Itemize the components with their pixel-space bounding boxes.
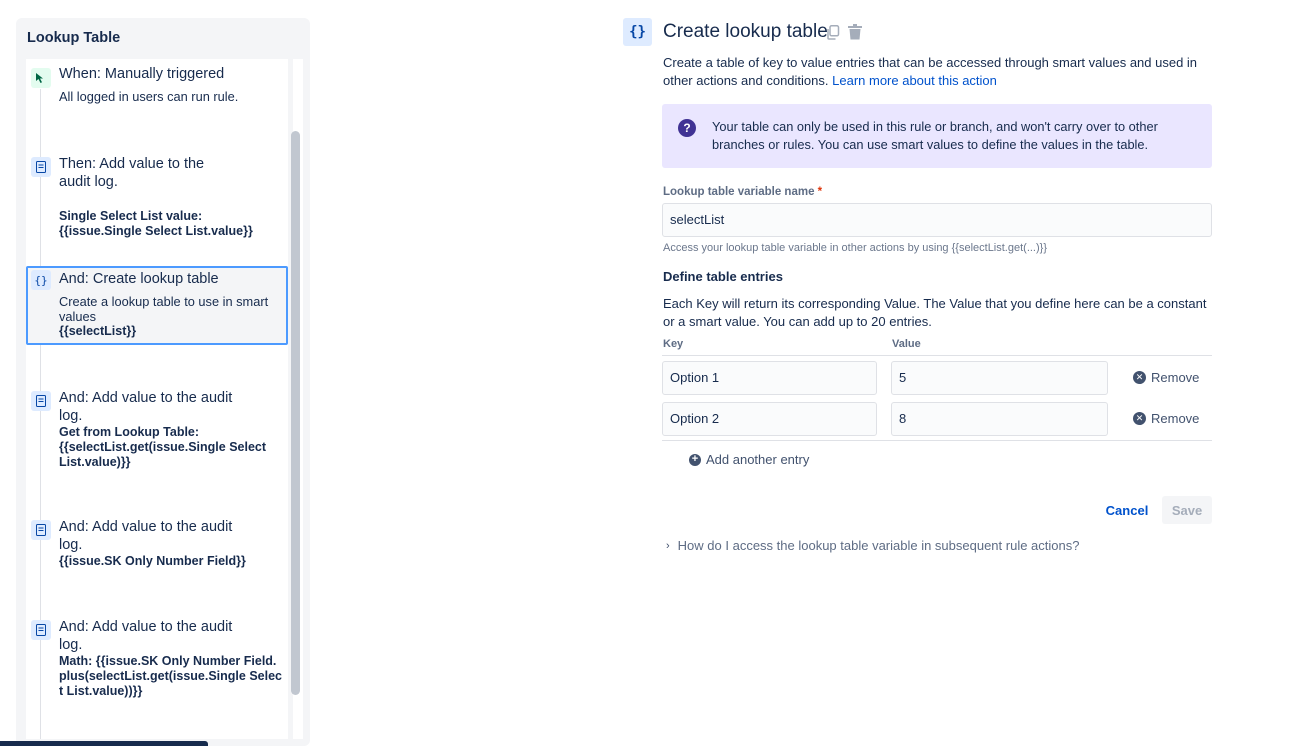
rule-item-audit-log-1[interactable] [26, 155, 288, 191]
rule-item-audit-log-2[interactable] [26, 389, 288, 425]
info-text: Your table can only be used in this rule or branch, and won't carry over to other branches or rules. You can use smart values to define the values in the table. [712, 119, 1158, 152]
chevron-right-icon: › [666, 539, 670, 552]
lookup-table-icon: {} [31, 270, 51, 290]
rule-component-list [26, 59, 288, 739]
faq-text: How do I access the lookup table variable in subsequent rule actions? [677, 538, 1080, 553]
save-button[interactable]: Save [1162, 496, 1212, 524]
close-icon: ✕ [1133, 371, 1146, 384]
learn-more-link[interactable]: Learn more about this action [832, 73, 997, 88]
rule-item-bold: Math: {{issue.SK Only Number Field.plus(selectList.get(issue.Single Select List.value))}} [59, 654, 282, 698]
variable-name-input[interactable]: selectList [662, 203, 1212, 237]
copy-icon[interactable] [826, 25, 840, 40]
rule-item-title: And: Add value to the audit log. [59, 390, 233, 424]
sidebar-scrollbar-thumb[interactable] [291, 131, 300, 695]
trash-icon[interactable] [848, 24, 862, 40]
section-description: Each Key will return its corresponding Value. The Value that you define here can be a constant or a smart value. You can add up to 20 entries. [663, 296, 1207, 329]
page-title: Create lookup table [663, 21, 828, 42]
required-marker: * [817, 186, 823, 198]
entry-key-input[interactable]: Option 1 [662, 361, 877, 395]
entry-value-input[interactable]: 8 [891, 402, 1108, 436]
audit-log-icon [31, 157, 51, 177]
remove-entry-button[interactable] [1133, 411, 1199, 426]
faq-expander[interactable] [666, 538, 1079, 553]
lookup-table-icon: {} [623, 18, 652, 46]
plus-icon: + [689, 454, 701, 466]
rule-item-bold: Get from Lookup Table: {{selectList.get(issue.Single Select List.value)}} [59, 425, 267, 469]
bottom-bar [0, 741, 208, 746]
rule-item-desc: All logged in users can run rule. [59, 89, 239, 104]
trigger-cursor-icon [31, 68, 51, 88]
key-column-header: Key [663, 338, 684, 350]
rule-item-title: And: Add value to the audit log. [59, 519, 233, 553]
rule-item-audit-log-2-detail [26, 425, 288, 470]
remove-entry-button[interactable] [1133, 370, 1199, 385]
table-divider-bottom [662, 440, 1212, 441]
entry-key-input[interactable]: Option 2 [662, 402, 877, 436]
add-entry-label: Add another entry [706, 452, 810, 467]
rule-item-bold: {{selectList}} [59, 324, 137, 338]
rule-item-desc: Create a lookup table to use in smart values [59, 294, 269, 324]
variable-name-label-text: Lookup table variable name [663, 186, 815, 198]
entry-value-input[interactable]: 5 [891, 361, 1108, 395]
rule-item-title: When: Manually triggered [59, 66, 225, 82]
rule-item-audit-log-4[interactable] [26, 618, 288, 654]
table-divider-top [662, 355, 1212, 356]
audit-log-icon [31, 620, 51, 640]
remove-label: Remove [1151, 411, 1200, 426]
variable-helper-text: Access your lookup table variable in other actions by using {{selectList.get(...)}} [663, 242, 1047, 254]
rule-item-create-lookup-table[interactable] [26, 266, 288, 345]
audit-log-icon [31, 391, 51, 411]
description-text: Create a table of key to value entries that can be accessed through smart values and used in other actions and conditions. [663, 55, 1198, 88]
form-description [663, 54, 1213, 90]
variable-name-label [663, 186, 822, 198]
section-title: Define table entries [663, 269, 783, 284]
sidebar-title: Lookup Table [27, 30, 121, 46]
close-icon: ✕ [1133, 412, 1146, 425]
rule-item-audit-log-3[interactable] [26, 518, 288, 554]
rule-item-title: Then: Add value to the audit log. [59, 156, 205, 190]
rule-item-trigger[interactable] [26, 65, 288, 104]
cancel-button[interactable]: Cancel [1105, 502, 1149, 518]
remove-label: Remove [1151, 370, 1200, 385]
question-icon: ? [678, 119, 696, 137]
rule-item-audit-log-1-detail [26, 209, 288, 239]
rule-item-bold: {{issue.SK Only Number Field}} [59, 554, 246, 568]
value-column-header: Value [892, 338, 921, 350]
info-panel [662, 104, 1212, 168]
audit-log-icon [31, 520, 51, 540]
rule-item-bold: Single Select List value: {{issue.Single Select List.value}} [59, 209, 253, 238]
rule-sidebar [16, 18, 310, 746]
add-entry-button[interactable] [689, 452, 809, 467]
rule-item-audit-log-4-detail [26, 654, 288, 699]
rule-item-title: And: Add value to the audit log. [59, 619, 233, 653]
rule-item-title: And: Create lookup table [59, 271, 219, 287]
rule-item-audit-log-3-detail [26, 554, 288, 569]
